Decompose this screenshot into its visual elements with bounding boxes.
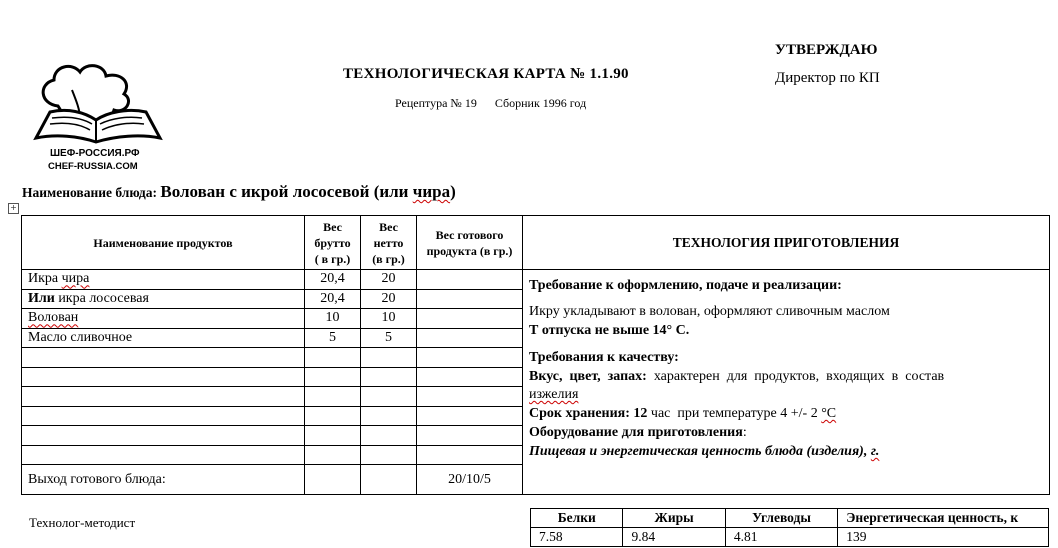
- header-netto: Вес нетто (в гр.): [361, 216, 417, 270]
- nutrition-title: Пищевая и энергетическая ценность блюда (изделия), г.: [529, 444, 880, 459]
- logo-site-en: CHEF-RUSSIA.COM: [48, 161, 138, 172]
- technology-cell: [523, 270, 1050, 544]
- brutto-value: 20,4: [305, 270, 361, 290]
- recipe-collection: Сборник 1996 год: [494, 96, 587, 110]
- nut-header-fats: Жиры: [623, 509, 725, 528]
- product-name: Волован: [22, 309, 305, 329]
- equipment-line: Оборудование для приготовления:: [529, 425, 747, 440]
- nut-value-fats: 9.84: [623, 528, 725, 547]
- ready-value: [417, 270, 523, 290]
- ready-value: [417, 309, 523, 329]
- brutto-value: 5: [305, 328, 361, 348]
- nut-header-proteins: Белки: [531, 509, 623, 528]
- output-label: Выход готового блюда:: [22, 465, 305, 495]
- serving-text: Икру укладывают в волован, оформляют сливочным маслом: [529, 304, 890, 319]
- table-move-handle-icon[interactable]: +: [8, 203, 19, 214]
- approve-label: УТВЕРЖДАЮ: [775, 42, 878, 58]
- taste-line-cont: изжелия: [529, 387, 579, 402]
- product-name: Масло сливочное: [22, 328, 305, 348]
- chef-hat-book-icon: [28, 60, 168, 150]
- recipe-number: Рецептура № 19: [395, 96, 477, 110]
- logo-site-ru: ШЕФ-РОССИЯ.РФ: [50, 148, 140, 159]
- netto-value: 10: [361, 309, 417, 329]
- ready-value: [417, 328, 523, 348]
- nut-header-carbs: Углеводы: [725, 509, 837, 528]
- nut-value-proteins: 7.58: [531, 528, 623, 547]
- nut-header-energy: Энергетическая ценность, к: [838, 509, 1049, 528]
- ready-value: [417, 289, 523, 309]
- card-title: ТЕХНОЛОГИЧЕСКАЯ КАРТА № 1.1.90: [343, 66, 629, 82]
- header-product: Наименование продуктов: [22, 216, 305, 270]
- nut-value-energy: 139: [838, 528, 1049, 547]
- storage-line: Срок хранения: 12 час при температуре 4 +/- 2 °С: [529, 406, 837, 421]
- netto-value: 20: [361, 270, 417, 290]
- product-name: Или икра лососевая: [22, 289, 305, 309]
- dish-label: Наименование блюда:: [22, 185, 157, 200]
- header-technology: ТЕХНОЛОГИЯ ПРИГОТОВЛЕНИЯ: [523, 216, 1050, 270]
- req-quality-heading: Требования к качеству:: [529, 350, 679, 365]
- nutrition-table: [530, 508, 1049, 547]
- netto-value: 20: [361, 289, 417, 309]
- recipe-source: [395, 96, 604, 111]
- header-ready-weight: Вес готового продукта (в гр.): [417, 216, 523, 270]
- serving-temperature: Т отпуска не выше 14° С.: [529, 323, 690, 338]
- nut-value-carbs: 4.81: [725, 528, 837, 547]
- output-value: 20/10/5: [417, 465, 523, 495]
- header-brutto: Вес брутто ( в гр.): [305, 216, 361, 270]
- req-serving-heading: Требование к оформлению, подаче и реализации:: [529, 278, 842, 293]
- director-label: Директор по КП: [775, 70, 880, 86]
- technologist-label: Технолог-методист: [29, 515, 136, 530]
- dish-name: Волован с икрой лососевой (или чира): [160, 182, 456, 201]
- netto-value: 5: [361, 328, 417, 348]
- brutto-value: 10: [305, 309, 361, 329]
- taste-line: Вкус, цвет, запах: характерен для продуктов, входящих в состав: [529, 369, 945, 384]
- chef-russia-logo: [28, 60, 168, 178]
- product-name: Икра чира: [22, 270, 305, 290]
- brutto-value: 20,4: [305, 289, 361, 309]
- dish-name-line: [22, 182, 456, 202]
- table-row: [22, 270, 1050, 290]
